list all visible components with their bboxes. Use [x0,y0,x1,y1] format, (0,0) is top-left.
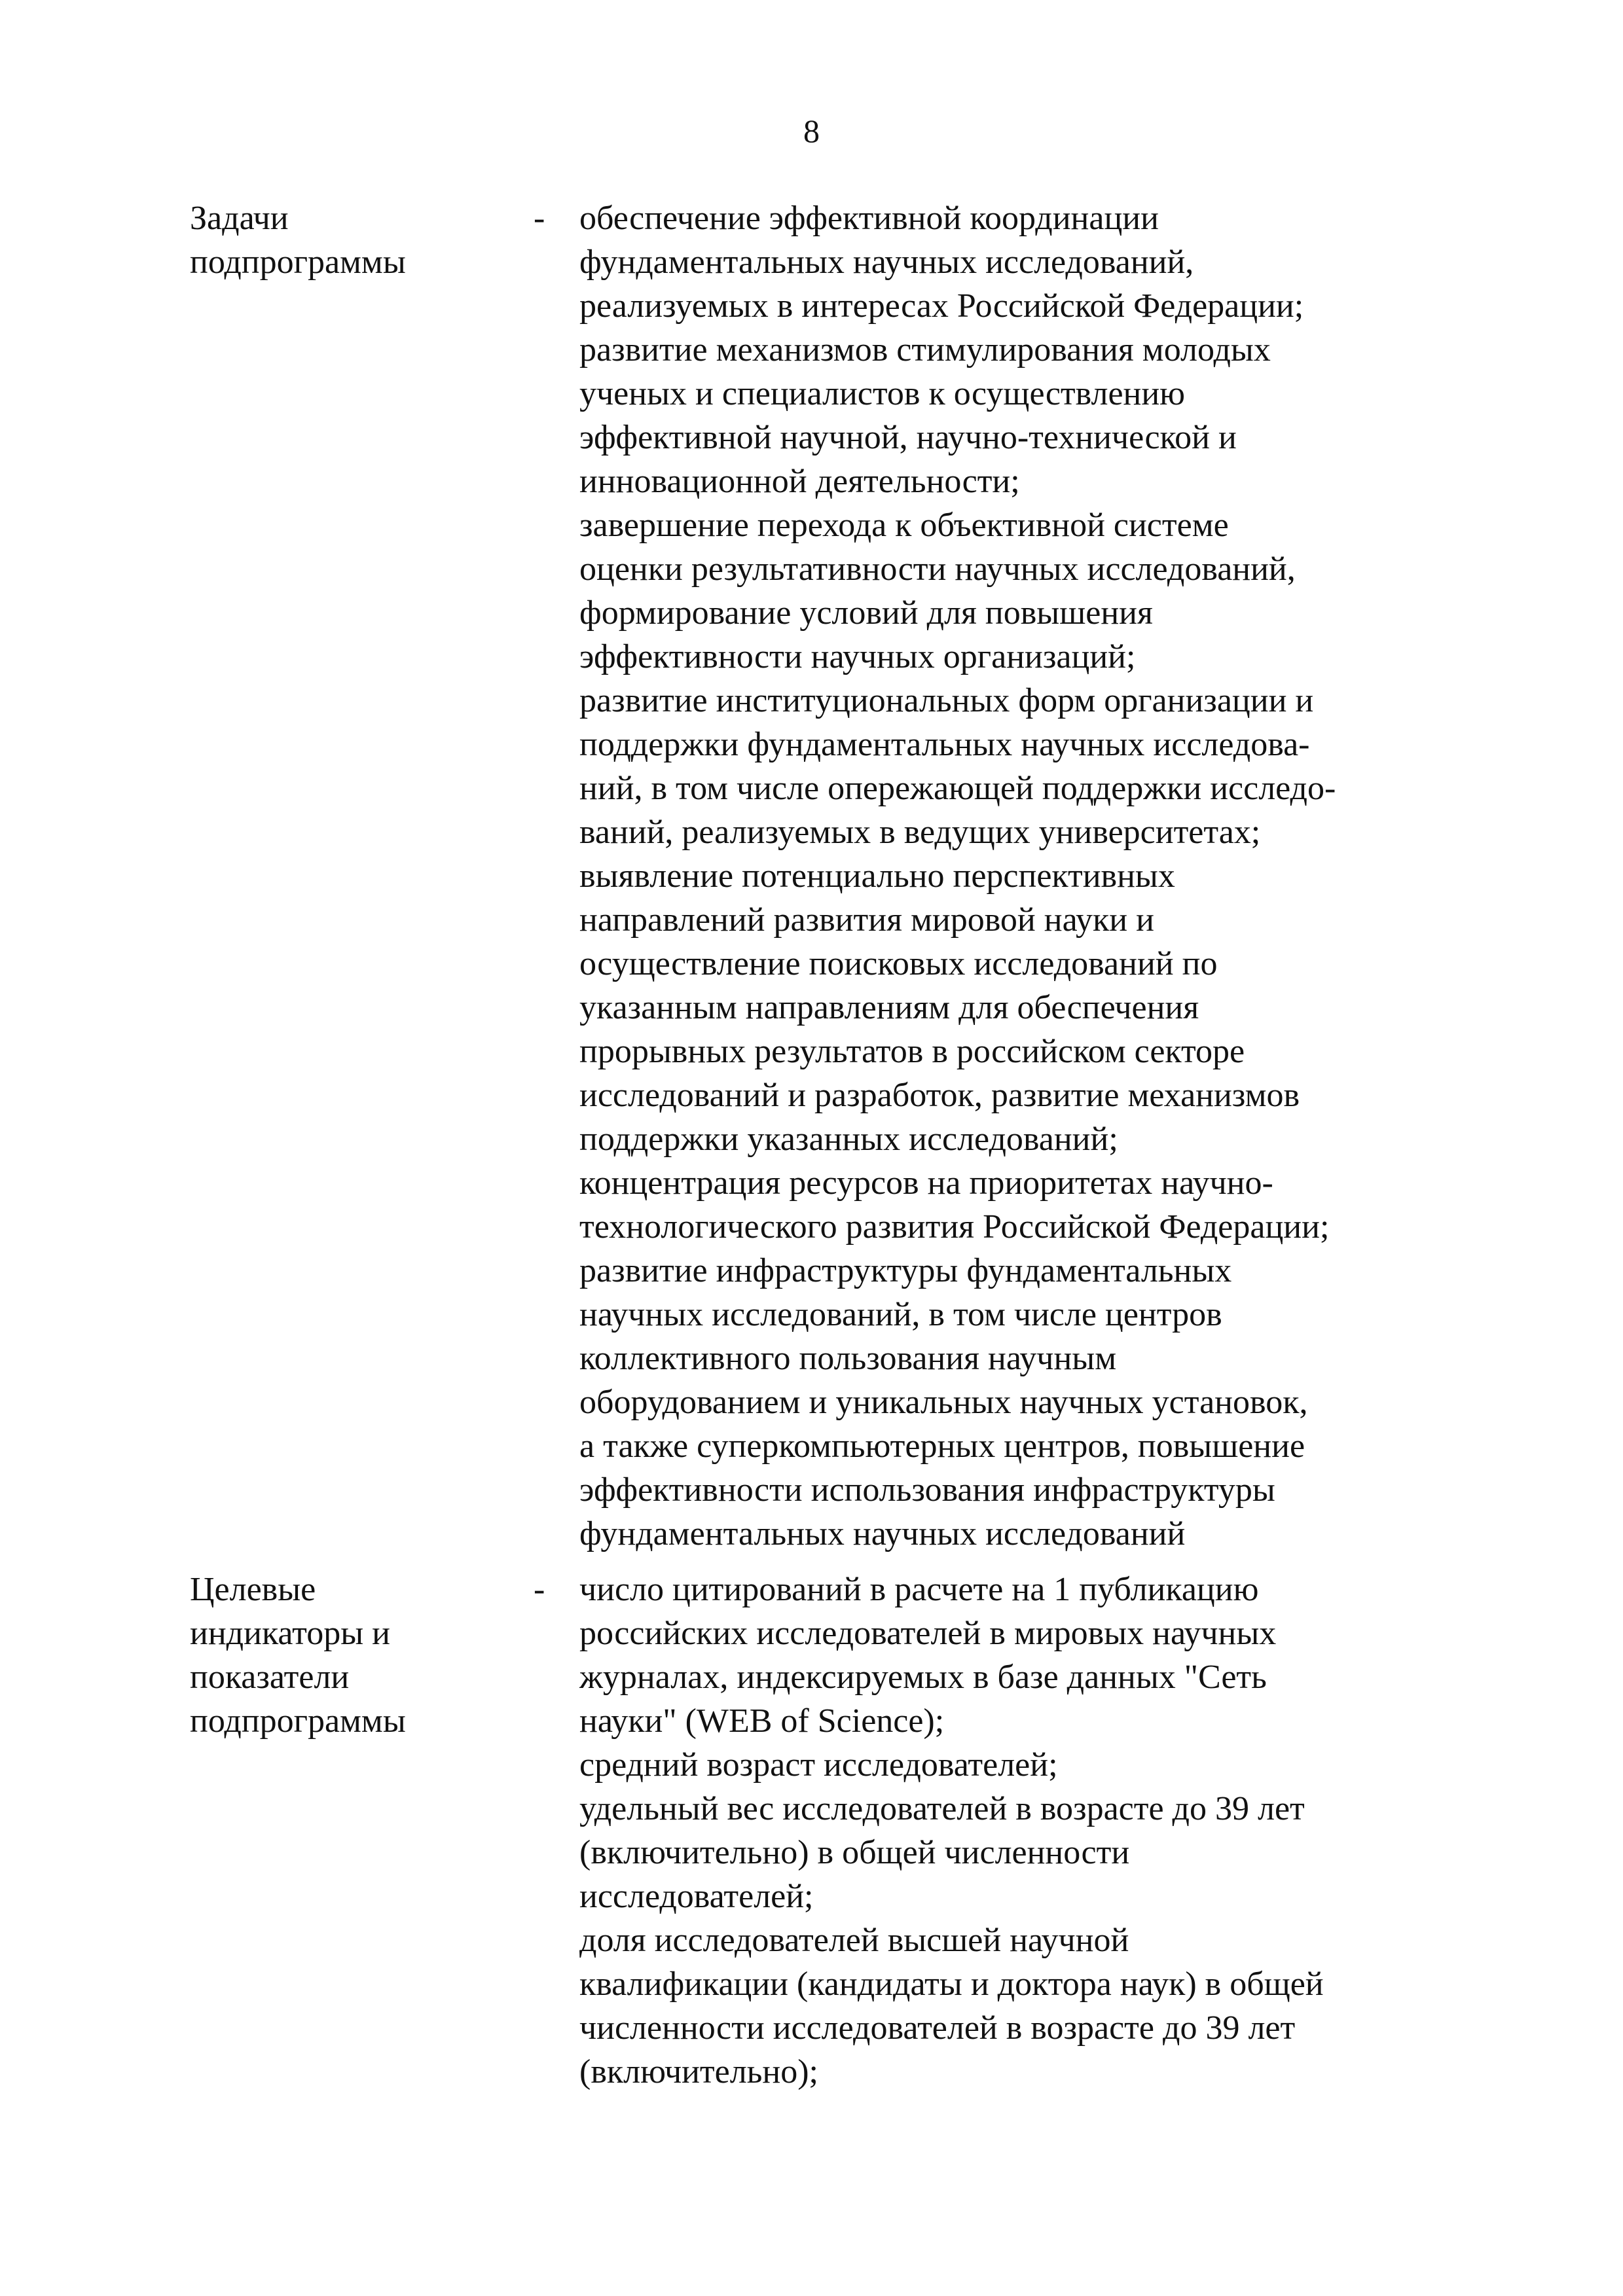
content-line: прорывных результатов в российском секторе [579,1033,1245,1070]
label-line: Задачи [190,200,289,237]
content-line: (включительно) в общей численности [579,1834,1130,1871]
content-line: научных исследований, в том числе центров [579,1296,1222,1333]
label-line: подпрограммы [190,1702,406,1740]
content-line: фундаментальных научных исследований [579,1515,1186,1552]
page-number: 8 [803,113,820,149]
content-line: российских исследователей в мировых научных [579,1615,1277,1652]
label-line: индикаторы и [190,1615,390,1652]
section-content [579,1568,1548,2094]
content-line: ваний, реализуемых в ведущих университетах; [579,814,1261,851]
content-line: обеспечение эффективной координации [579,200,1159,237]
content-line: завершение перехода к объективной системе [579,507,1229,544]
content-line: направлений развития мировой науки и [579,901,1154,939]
content-line: число цитирований в расчете на 1 публикацию [579,1571,1259,1608]
content-line: осуществление поисковых исследований по [579,945,1218,982]
section-label [190,196,504,284]
content-line: коллективного пользования научным [579,1340,1117,1377]
content-line: исследователей; [579,1878,814,1915]
label-line: Целевые [190,1571,316,1608]
section-content [579,196,1548,1556]
content-line: развитие инфраструктуры фундаментальных [579,1252,1232,1289]
content-line: оборудованием и уникальных научных установок, [579,1384,1308,1421]
content-line: журналах, индексируемых в базе данных "Сеть [579,1659,1267,1696]
content-line: ний, в том числе опережающей поддержки исследо- [579,770,1336,807]
content-line: реализуемых в интересах Российской Федерации; [579,287,1304,325]
content-line: концентрация ресурсов на приоритетах научно- [579,1164,1273,1202]
content-line: эффективной научной, научно-технической и [579,419,1237,456]
content-line: доля исследователей высшей научной [579,1922,1129,1959]
content-line: средний возраст исследователей; [579,1746,1058,1784]
content-line: фундаментальных научных исследований, [579,243,1194,281]
content-line: указанным направлениям для обеспечения [579,989,1199,1026]
content-line: квалификации (кандидаты и доктора наук) в общей [579,1965,1324,2003]
content-line: технологического развития Российской Федерации; [579,1208,1330,1246]
content-line: развитие механизмов стимулирования молодых [579,331,1271,368]
content-line: формирование условий для повышения [579,594,1153,632]
content-line: исследований и разработок, развитие механизмов [579,1077,1300,1114]
content-line: поддержки фундаментальных научных исследова- [579,726,1310,763]
content-line: науки" (WEB of Science); [579,1702,945,1740]
content-line: эффективности использования инфраструктуры [579,1471,1275,1509]
content-line: а также суперкомпьютерных центров, повышение [579,1427,1305,1465]
label-line: показатели [190,1659,350,1696]
content-line: удельный вес исследователей в возрасте до 39 лет [579,1790,1305,1827]
content-line: выявление потенциально перспективных [579,857,1175,895]
content-line: эффективности научных организаций; [579,638,1136,675]
content-line: численности исследователей в возрасте до 39 лет [579,2009,1296,2047]
section-label [190,1568,504,1743]
content-line: поддержки указанных исследований; [579,1121,1118,1158]
label-line: подпрограммы [190,243,406,281]
content-line: инновационной деятельности; [579,463,1020,500]
content-line: ученых и специалистов к осуществлению [579,375,1186,412]
content-line: развитие институциональных форм организации и [579,682,1314,719]
dash-separator: - [534,200,545,237]
dash-separator: - [534,1571,545,1608]
content-line: (включительно); [579,2053,818,2090]
content-line: оценки результативности научных исследований, [579,550,1296,588]
